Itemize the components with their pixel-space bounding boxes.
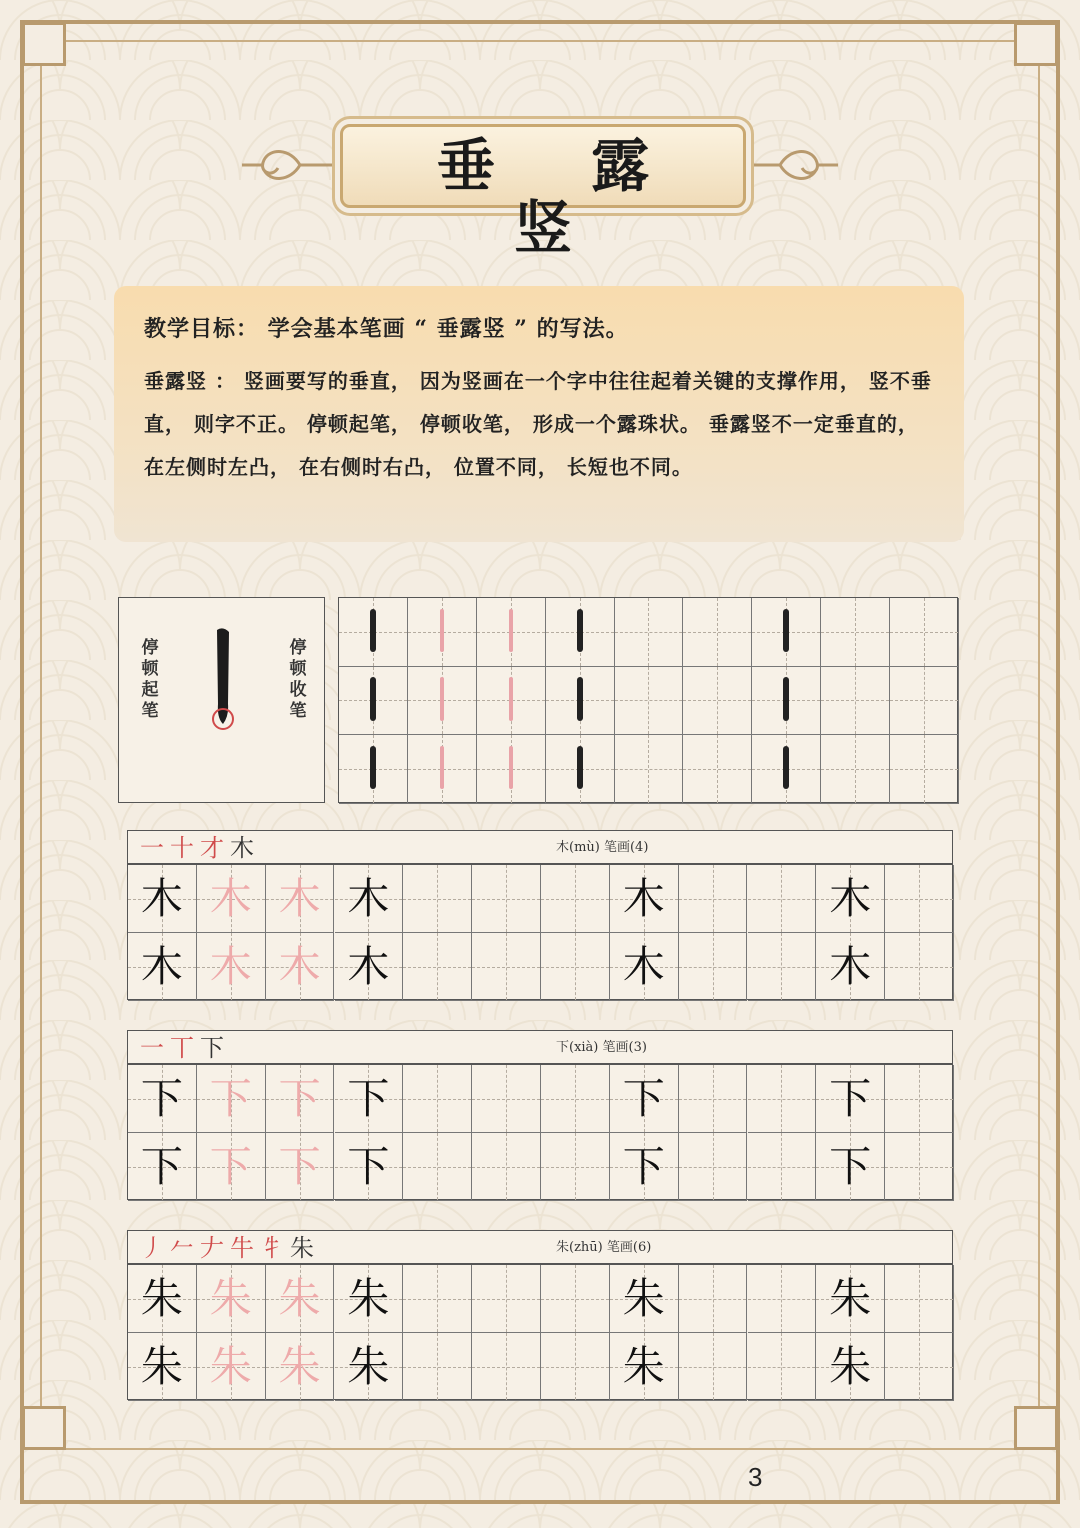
practice-cell[interactable]	[335, 1265, 404, 1333]
character-practice-block	[127, 1030, 953, 1200]
practice-cell[interactable]	[335, 1133, 404, 1201]
practice-cell[interactable]	[408, 735, 477, 804]
practice-cell[interactable]	[615, 667, 684, 736]
practice-cell[interactable]	[816, 865, 885, 933]
practice-cell[interactable]	[610, 1265, 679, 1333]
practice-cell[interactable]	[266, 865, 335, 933]
model-stroke	[370, 677, 376, 720]
trace-character: 木	[209, 874, 252, 923]
practice-cell[interactable]	[679, 1065, 748, 1133]
model-stroke	[577, 609, 583, 652]
practice-cell[interactable]	[752, 735, 821, 804]
practice-cell[interactable]	[335, 1333, 404, 1401]
practice-cell[interactable]	[197, 1065, 266, 1133]
practice-cell[interactable]	[679, 865, 748, 933]
trace-stroke	[440, 677, 444, 720]
page-number: 3	[748, 1462, 763, 1492]
character-grid	[127, 1264, 953, 1400]
practice-cell[interactable]	[335, 933, 404, 1001]
model-character: 下	[140, 1074, 183, 1123]
stroke-order-step: 一	[140, 1034, 170, 1062]
practice-cell[interactable]	[610, 865, 679, 933]
page-title: 垂 露 竖	[436, 132, 688, 262]
practice-cell[interactable]	[546, 667, 615, 736]
practice-cell[interactable]	[885, 1333, 954, 1401]
trace-character: 下	[209, 1142, 252, 1191]
practice-cell[interactable]	[472, 933, 541, 1001]
practice-cell[interactable]	[403, 1133, 472, 1201]
practice-cell[interactable]	[128, 1333, 197, 1401]
practice-cell[interactable]	[748, 933, 817, 1001]
practice-cell[interactable]	[541, 1333, 610, 1401]
practice-cell[interactable]	[128, 933, 197, 1001]
stroke-order-step: 下	[200, 1034, 230, 1062]
practice-cell[interactable]	[816, 933, 885, 1001]
model-character: 木	[140, 942, 183, 991]
practice-cell[interactable]	[821, 667, 890, 736]
practice-cell[interactable]	[197, 1333, 266, 1401]
practice-cell[interactable]	[683, 667, 752, 736]
character-info: 下(xià) 笔画(3)	[556, 1040, 647, 1055]
practice-cell[interactable]	[610, 933, 679, 1001]
trace-stroke	[509, 746, 513, 789]
practice-cell[interactable]	[266, 1333, 335, 1401]
practice-cell[interactable]	[748, 1333, 817, 1401]
stroke-order-row	[127, 1230, 953, 1264]
corner-ornament-bottom-right	[1014, 1406, 1058, 1450]
model-character: 朱	[622, 1342, 665, 1391]
demo-label-start: 停顿起笔	[141, 638, 159, 721]
practice-cell[interactable]	[266, 1133, 335, 1201]
goal-title: 教学目标： 学会基本笔画 “ 垂露竖 ” 的写法。	[144, 316, 629, 342]
corner-ornament-top-left	[22, 22, 66, 66]
trace-character: 朱	[278, 1274, 321, 1323]
practice-cell[interactable]	[821, 598, 890, 667]
vertical-stroke-demo-icon	[203, 624, 243, 736]
stroke-order-step: 牜	[260, 1234, 290, 1262]
trace-character: 木	[209, 942, 252, 991]
practice-cell[interactable]	[679, 1133, 748, 1201]
stroke-order-step: 木	[230, 834, 260, 862]
practice-cell[interactable]	[408, 598, 477, 667]
practice-cell[interactable]	[403, 1265, 472, 1333]
practice-cell[interactable]	[816, 1333, 885, 1401]
practice-cell[interactable]	[885, 865, 954, 933]
character-practice-block	[127, 830, 953, 1000]
practice-cell[interactable]	[472, 1333, 541, 1401]
practice-cell[interactable]	[610, 1065, 679, 1133]
practice-cell[interactable]	[679, 1333, 748, 1401]
practice-cell[interactable]	[266, 1065, 335, 1133]
trace-character: 下	[209, 1074, 252, 1123]
practice-cell[interactable]	[197, 1265, 266, 1333]
model-stroke	[370, 609, 376, 652]
practice-cell[interactable]	[816, 1065, 885, 1133]
trace-character: 朱	[209, 1342, 252, 1391]
practice-cell[interactable]	[339, 598, 408, 667]
model-character: 木	[347, 874, 390, 923]
model-character: 朱	[140, 1342, 183, 1391]
practice-cell[interactable]	[472, 1133, 541, 1201]
practice-cell[interactable]	[541, 1065, 610, 1133]
model-stroke	[783, 746, 789, 789]
model-character: 木	[829, 874, 872, 923]
model-character: 木	[622, 942, 665, 991]
model-character: 下	[622, 1074, 665, 1123]
model-character: 木	[347, 942, 390, 991]
practice-cell[interactable]	[679, 933, 748, 1001]
practice-cell[interactable]	[403, 1333, 472, 1401]
practice-cell[interactable]	[266, 933, 335, 1001]
stroke-order-step: 丅	[170, 1034, 200, 1062]
model-stroke	[577, 746, 583, 789]
model-character: 下	[829, 1074, 872, 1123]
practice-cell[interactable]	[477, 667, 546, 736]
practice-cell[interactable]	[615, 735, 684, 804]
practice-cell[interactable]	[546, 735, 615, 804]
stroke-order-step: 𠂇	[200, 1234, 230, 1262]
model-stroke	[783, 609, 789, 652]
practice-cell[interactable]	[472, 865, 541, 933]
practice-cell[interactable]	[477, 598, 546, 667]
goal-description: 垂露竖 ： 竖画要写的垂直， 因为竖画在一个字中往往起着关键的支撑作用， 竖不垂直， 则字不正。 停顿起笔， 停顿收笔， 形成一个露珠状。 垂露竖不一定垂直的， 在左侧时左凸， 在右侧时右凸， 位置不同， 长短也不同。	[144, 369, 932, 479]
practice-cell[interactable]	[890, 735, 959, 804]
demo-label-end: 停顿收笔	[289, 638, 307, 721]
practice-cell[interactable]	[683, 598, 752, 667]
practice-cell[interactable]	[890, 667, 959, 736]
corner-ornament-bottom-left	[22, 1406, 66, 1450]
stroke-order-step: 朱	[290, 1234, 320, 1262]
practice-cell[interactable]	[335, 865, 404, 933]
stroke-order-step: 𠂉	[170, 1234, 200, 1262]
practice-cell[interactable]	[128, 865, 197, 933]
practice-cell[interactable]	[197, 1133, 266, 1201]
character-info: 朱(zhū) 笔画(6)	[556, 1240, 652, 1255]
practice-cell[interactable]	[890, 598, 959, 667]
practice-cell[interactable]	[541, 933, 610, 1001]
corner-ornament-top-right	[1014, 22, 1058, 66]
model-stroke	[783, 677, 789, 720]
model-character: 木	[622, 874, 665, 923]
practice-cell[interactable]	[339, 667, 408, 736]
practice-cell[interactable]	[683, 735, 752, 804]
practice-cell[interactable]	[679, 1265, 748, 1333]
practice-cell[interactable]	[885, 933, 954, 1001]
practice-cell[interactable]	[748, 1065, 817, 1133]
trace-stroke	[440, 609, 444, 652]
practice-cell[interactable]	[408, 667, 477, 736]
practice-cell[interactable]	[128, 1065, 197, 1133]
stroke-order-step: 才	[200, 834, 230, 862]
practice-cell[interactable]	[610, 1133, 679, 1201]
practice-cell[interactable]	[335, 1065, 404, 1133]
practice-cell[interactable]	[403, 933, 472, 1001]
trace-stroke	[509, 609, 513, 652]
model-character: 下	[829, 1142, 872, 1191]
practice-cell[interactable]	[748, 1133, 817, 1201]
stroke-order-sequence	[140, 1031, 230, 1065]
trace-stroke	[509, 677, 513, 720]
model-stroke	[577, 677, 583, 720]
practice-cell[interactable]	[748, 865, 817, 933]
teaching-goal-box	[114, 286, 964, 542]
model-character: 朱	[829, 1342, 872, 1391]
model-stroke	[370, 746, 376, 789]
practice-cell[interactable]	[128, 1133, 197, 1201]
stroke-order-row	[127, 830, 953, 864]
trace-character: 朱	[278, 1342, 321, 1391]
practice-cell[interactable]	[197, 865, 266, 933]
model-character: 朱	[347, 1342, 390, 1391]
practice-cell[interactable]	[472, 1265, 541, 1333]
model-character: 朱	[347, 1274, 390, 1323]
model-character: 下	[347, 1142, 390, 1191]
practice-cell[interactable]	[477, 735, 546, 804]
model-character: 朱	[622, 1274, 665, 1323]
practice-cell[interactable]	[885, 1265, 954, 1333]
practice-cell[interactable]	[266, 1265, 335, 1333]
scroll-ornament-left-icon	[240, 140, 332, 190]
practice-cell[interactable]	[472, 1065, 541, 1133]
model-character: 朱	[140, 1274, 183, 1323]
model-character: 下	[140, 1142, 183, 1191]
stroke-practice-grid	[338, 597, 958, 803]
practice-cell[interactable]	[403, 1065, 472, 1133]
stroke-order-step: 一	[140, 834, 170, 862]
practice-cell[interactable]	[816, 1133, 885, 1201]
practice-cell[interactable]	[610, 1333, 679, 1401]
practice-cell[interactable]	[885, 1065, 954, 1133]
practice-cell[interactable]	[748, 1265, 817, 1333]
stroke-order-step: 丿	[140, 1234, 170, 1262]
title-banner	[240, 112, 840, 262]
trace-character: 朱	[209, 1274, 252, 1323]
practice-cell[interactable]	[615, 598, 684, 667]
practice-cell[interactable]	[541, 1133, 610, 1201]
stroke-order-step: 牛	[230, 1234, 260, 1262]
practice-cell[interactable]	[403, 865, 472, 933]
practice-cell[interactable]	[885, 1133, 954, 1201]
practice-cell[interactable]	[197, 933, 266, 1001]
model-character: 木	[140, 874, 183, 923]
stroke-order-row	[127, 1030, 953, 1064]
trace-character: 木	[278, 874, 321, 923]
character-info: 木(mù) 笔画(4)	[556, 840, 649, 855]
practice-cell[interactable]	[541, 1265, 610, 1333]
title-plaque	[340, 124, 746, 262]
trace-character: 下	[278, 1074, 321, 1123]
practice-cell[interactable]	[752, 667, 821, 736]
stroke-order-step: 十	[170, 834, 200, 862]
character-grid	[127, 864, 953, 1000]
practice-cell[interactable]	[546, 598, 615, 667]
trace-stroke	[440, 746, 444, 789]
scroll-ornament-right-icon	[748, 140, 840, 190]
character-grid	[127, 1064, 953, 1200]
practice-cell[interactable]	[816, 1265, 885, 1333]
model-character: 木	[829, 942, 872, 991]
practice-cell[interactable]	[752, 598, 821, 667]
stroke-order-sequence	[140, 831, 260, 865]
stroke-order-sequence	[140, 1231, 320, 1265]
model-character: 朱	[829, 1274, 872, 1323]
practice-cell[interactable]	[541, 865, 610, 933]
character-practice-block	[127, 1230, 953, 1400]
trace-character: 木	[278, 942, 321, 991]
model-character: 下	[347, 1074, 390, 1123]
practice-cell[interactable]	[821, 735, 890, 804]
practice-cell[interactable]	[339, 735, 408, 804]
model-character: 下	[622, 1142, 665, 1191]
stroke-demo-box	[118, 597, 325, 803]
trace-character: 下	[278, 1142, 321, 1191]
practice-cell[interactable]	[128, 1265, 197, 1333]
